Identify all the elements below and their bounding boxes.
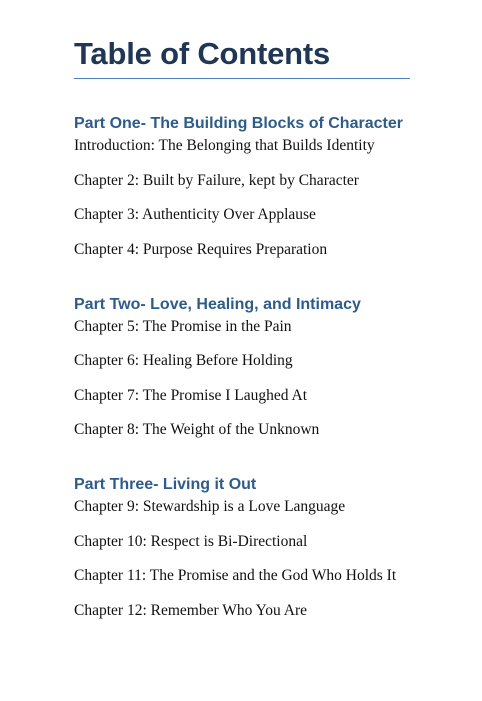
- chapter-entry: Chapter 4: Purpose Requires Preparation: [74, 240, 328, 258]
- chapter-entry: Chapter 5: The Promise in the Pain: [74, 317, 292, 335]
- chapter-entry: Introduction: The Belonging that Builds Identity: [74, 137, 375, 154]
- chapter-entry: Chapter 10: Respect is Bi-Directional: [74, 532, 308, 550]
- part-heading: Part Two- Love, Healing, and Intimacy: [74, 295, 361, 313]
- chapter-entry: Chapter 11: The Promise and the God Who Holds It: [74, 567, 397, 584]
- toc-page: [74, 34, 410, 621]
- part-one: [74, 113, 410, 260]
- chapter-entry: Chapter 2: Built by Failure, kept by Character: [74, 171, 359, 189]
- part-three: [74, 474, 410, 621]
- chapter-entry: Chapter 3: Authenticity Over Applause: [74, 206, 316, 223]
- part-heading: Part One- The Building Blocks of Character: [74, 115, 403, 132]
- chapter-entry: Chapter 6: Healing Before Holding: [74, 352, 293, 369]
- page-title: Table of Contents: [74, 36, 331, 71]
- part-two: [74, 294, 410, 441]
- chapter-entry: Chapter 9: Stewardship is a Love Language: [74, 498, 346, 515]
- chapter-entry: Chapter 12: Remember Who You Are: [74, 601, 308, 619]
- part-heading: Part Three- Living it Out: [74, 476, 257, 493]
- chapter-entry: Chapter 8: The Weight of the Unknown: [74, 421, 320, 438]
- title-underline: [74, 78, 410, 79]
- chapter-entry: Chapter 7: The Promise I Laughed At: [74, 386, 308, 404]
